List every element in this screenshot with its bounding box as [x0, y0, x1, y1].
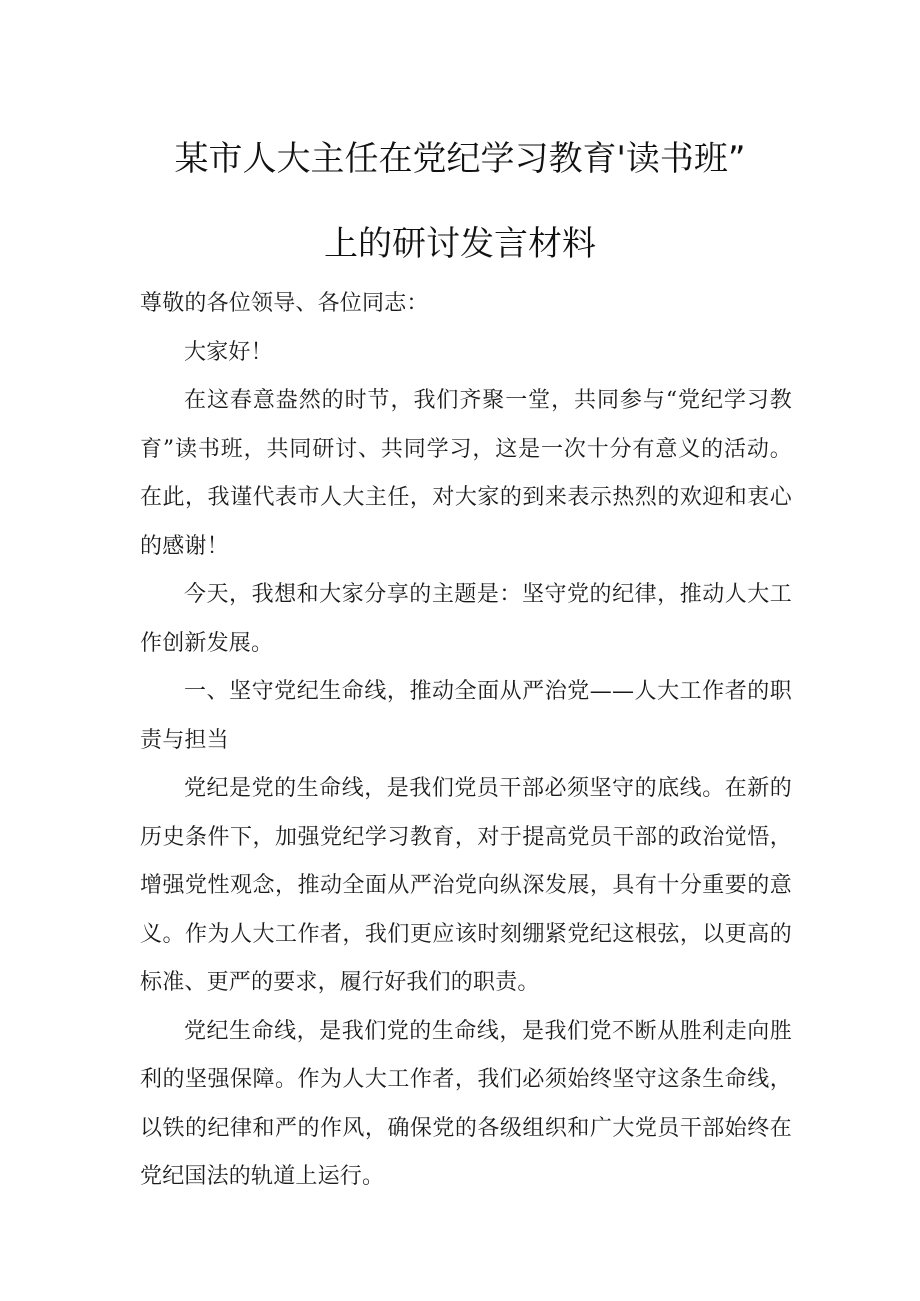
paragraph-greeting: 大家好！	[184, 339, 273, 365]
document-body	[140, 280, 792, 1202]
section-heading-1: 一、坚守党纪生命线，推动全面从严治党——人大工作者的职责与担当	[140, 679, 792, 753]
paragraph-lifeline: 党纪生命线，是我们党的生命线，是我们党不断从胜利走向胜利的坚强保障。作为人大工作者，我们必须始终坚守这条生命线，以铁的纪律和严的作风，确保党的各级组织和广大党员干部始终在党纪国法的轨道上运行。	[140, 1018, 792, 1189]
salutation: 尊敬的各位领导、各位同志：	[140, 291, 429, 316]
paragraph-theme: 今天，我想和大家分享的主题是：坚守党的纪律，推动人大工作创新发展。	[140, 582, 792, 656]
paragraph-discipline: 党纪是党的生命线，是我们党员干部必须坚守的底线。在新的历史条件下，加强党纪学习教育，对于提高党员干部的政治觉悟，增强党性观念，推动全面从严治党向纵深发展，具有十分重要的意义。作为人大工作者，我们更应该时刻绷紧党纪这根弦，以更高的标准、更严的要求，履行好我们的职责。	[140, 776, 792, 995]
document-title-line-1: 某市人大主任在党纪学习教育'读书班”	[174, 139, 746, 179]
document-title-line-2: 上的研讨发言材料	[324, 224, 596, 264]
paragraph-welcome: 在这春意盎然的时节，我们齐聚一堂，共同参与“党纪学习教育”读书班，共同研讨、共同学习，这是一次十分有意义的活动。在此，我谨代表市人大主任，对大家的到来表示热烈的欢迎和衷心的感谢！	[140, 388, 792, 559]
